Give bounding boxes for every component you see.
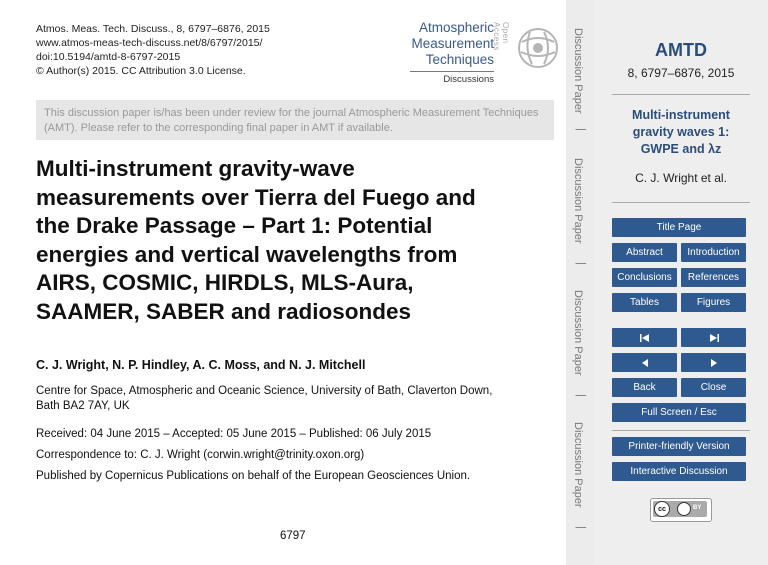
open-access-label: Open Access — [492, 22, 510, 51]
introduction-button[interactable]: Introduction — [681, 243, 746, 262]
sidebar-divider — [612, 94, 750, 95]
journal-abbrev: AMTD — [655, 40, 707, 60]
globe-icon — [516, 26, 560, 70]
person-icon — [677, 502, 691, 516]
logo-line: Techniques — [425, 52, 494, 67]
short-author: C. J. Wright et al. — [635, 171, 727, 185]
printer-friendly-button[interactable]: Printer-friendly Version — [612, 437, 746, 456]
fullscreen-button[interactable]: Full Screen / Esc — [612, 403, 746, 422]
strip-separator: | — [575, 394, 587, 397]
cc-icon: cc — [654, 501, 670, 517]
title-line: Multi-instrument gravity-wave — [36, 156, 355, 181]
strip-label: Discussion Paper — [572, 290, 584, 376]
close-button[interactable]: Close — [681, 378, 746, 397]
sidebar-divider — [612, 202, 750, 203]
review-notice: This discussion paper is/has been under review for the journal Atmospheric Measurement Techniques (AMT). Please refer to the corresponding final paper in AMT if available. — [36, 100, 554, 140]
short-title-line: GWPE and λz — [640, 142, 722, 156]
cc-license-badge[interactable] — [650, 498, 712, 522]
short-title-line: Multi-instrument — [632, 108, 730, 122]
publication-dates: Received: 04 June 2015 – Accepted: 05 June 2015 – Published: 06 July 2015 — [36, 428, 432, 440]
page-number: 6797 — [280, 530, 306, 542]
volume-info: 8, 6797–6876, 2015 — [627, 66, 735, 80]
logo-rule — [410, 71, 494, 72]
citation-url[interactable]: www.atmos-meas-tech-discuss.net/8/6797/2015/ — [36, 37, 263, 49]
correspondence: Correspondence to: C. J. Wright (corwin.wright@trinity.oxon.org) — [36, 449, 365, 461]
strip-label: Discussion Paper — [572, 28, 584, 114]
title-page-button[interactable]: Title Page — [612, 218, 746, 237]
interactive-discussion-button[interactable]: Interactive Discussion — [612, 462, 746, 481]
paper-title — [36, 155, 556, 326]
skip-first-icon — [639, 334, 651, 342]
title-line: measurements over Tierra del Fuego and — [36, 184, 476, 210]
logo-line: Atmospheric — [418, 20, 494, 35]
journal-logo — [400, 18, 560, 90]
cc-badge-body — [653, 501, 707, 517]
strip-separator: | — [575, 526, 587, 529]
next-page-button[interactable] — [681, 353, 746, 372]
abstract-button[interactable]: Abstract — [612, 243, 677, 262]
last-page-button[interactable] — [681, 328, 746, 347]
citation-license: © Author(s) 2015. CC Attribution 3.0 License. — [36, 65, 246, 77]
title-line: AIRS, COSMIC, HIRDLS, MLS-Aura, — [36, 270, 414, 295]
short-title-line: gravity waves 1: — [632, 125, 730, 139]
citation-metadata — [36, 22, 270, 78]
affiliation — [36, 384, 556, 414]
skip-last-icon — [708, 334, 720, 342]
triangle-right-icon — [710, 359, 718, 367]
previous-page-button[interactable] — [612, 353, 677, 372]
tables-button[interactable]: Tables — [612, 293, 677, 312]
back-button[interactable]: Back — [612, 378, 677, 397]
publisher-statement: Published by Copernicus Publications on behalf of the European Geosciences Union. — [36, 470, 471, 482]
title-line: SAAMER, SABER and radiosondes — [36, 298, 412, 324]
author-list: C. J. Wright, N. P. Hindley, A. C. Moss, and N. J. Mitchell — [36, 358, 366, 372]
first-page-button[interactable] — [612, 328, 677, 347]
discussion-paper-strip — [566, 0, 594, 565]
citation-line: Atmos. Meas. Tech. Discuss., 8, 6797–6876, 2015 — [36, 23, 270, 35]
conclusions-button[interactable]: Conclusions — [612, 268, 677, 287]
citation-doi: doi:10.5194/amtd-8-6797-2015 — [36, 51, 181, 63]
navigation-sidebar — [594, 0, 768, 565]
title-line: energies and vertical wavelengths from — [36, 241, 458, 267]
short-title — [594, 107, 768, 158]
logo-discussions: Discussions — [443, 74, 494, 85]
cc-by-label: BY — [693, 505, 702, 511]
logo-text — [411, 20, 494, 68]
title-line: the Drake Passage – Part 1: Potential — [36, 213, 433, 238]
strip-label: Discussion Paper — [572, 422, 584, 508]
strip-label: Discussion Paper — [572, 158, 584, 244]
triangle-left-icon — [641, 359, 649, 367]
references-button[interactable]: References — [681, 268, 746, 287]
affiliation-line: Centre for Space, Atmospheric and Oceanic Science, University of Bath, Claverton Down, — [36, 385, 493, 397]
sidebar-divider — [612, 430, 750, 431]
affiliation-line: Bath BA2 7AY, UK — [36, 400, 130, 412]
logo-line: Measurement — [411, 36, 494, 51]
figures-button[interactable]: Figures — [681, 293, 746, 312]
strip-separator: | — [575, 262, 587, 265]
strip-separator: | — [575, 128, 587, 131]
